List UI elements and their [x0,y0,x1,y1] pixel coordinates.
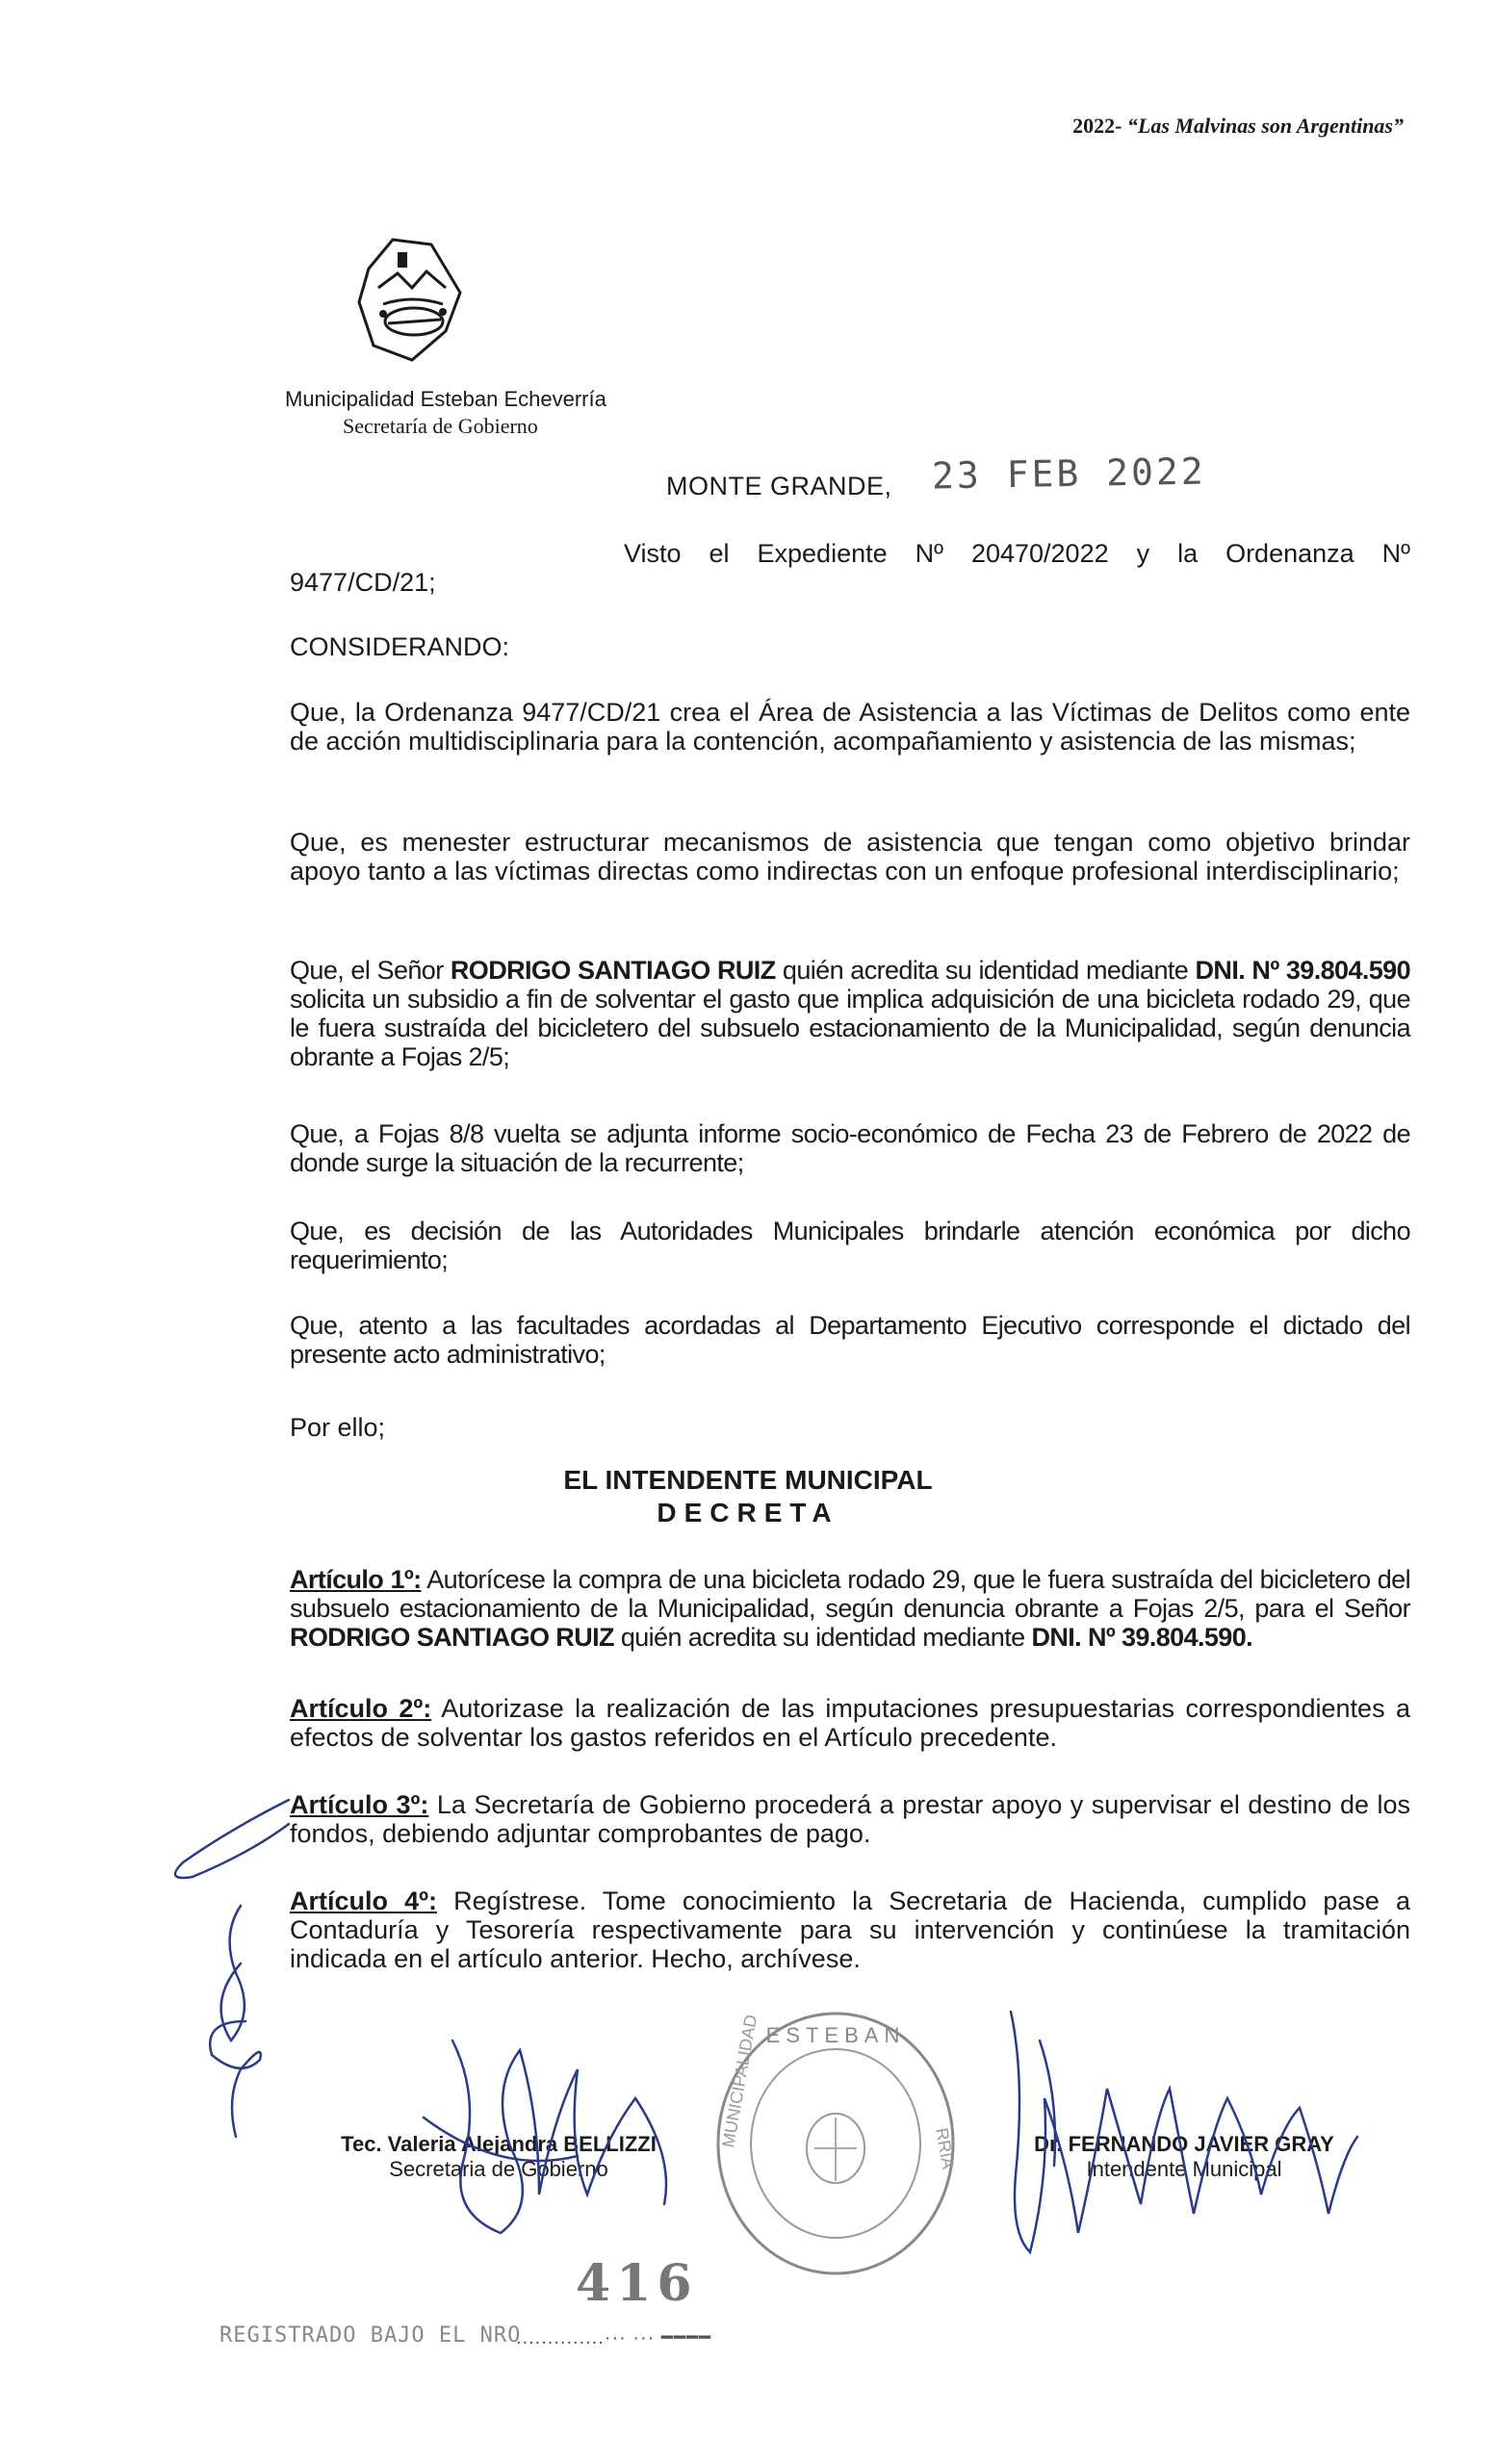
signature-block-right [1001,2132,1367,2182]
seal-text-right: RRIA [932,2126,959,2171]
p3-dni: DNI. Nº 39.804.590 [1195,956,1411,985]
municipality-name: Municipalidad Esteban Echeverría [285,387,606,411]
p3-name: RODRIGO SANTIAGO RUIZ [450,956,776,985]
municipal-seal-icon [709,2004,963,2283]
paragraph-2: Que, es menester estructurar mecanismos de asistencia que tengan como objetivo brindar apoyo tanto a las víctimas directas como indirectas con un enfoque profesional interdisciplinario; [290,828,1410,886]
paragraph-6: Que, atento a las facultades acordadas al Departamento Ejecutivo corresponde el dictado del presente acto administrativo; [290,1311,1410,1369]
article-1 [290,1565,1410,1652]
decree-subtitle: DECRETA [657,1498,839,1527]
motto-quote: “Las Malvinas son Argentinas” [1126,114,1404,138]
margin-scribble-3 [210,2021,261,2137]
article-1-dni: DNI. Nº 39.804.590. [1031,1623,1253,1652]
date-stamp: 23 FEB 2022 [931,449,1207,498]
article-4-label: Artículo 4º: [290,1886,437,1915]
paragraph-4: Que, a Fojas 8/8 vuelta se adjunta informe socio-económico de Fecha 23 de Febrero de 2022 de donde surge la situación de la recurrente; [290,1119,1410,1177]
article-3 [290,1790,1410,1848]
left-signer-name: Tec. Valeria Alejandra BELLIZZI [341,2132,657,2156]
place-label: MONTE GRANDE, [666,472,892,500]
secretariat-name: Secretaría de Gobierno [343,414,538,438]
header-motto [1072,114,1404,139]
seal-text-left: MUNICIPALIDAD [718,2013,761,2149]
article-1-name: RODRIGO SANTIAGO RUIZ [290,1623,614,1652]
registry-number-stamp: 416 [576,2254,698,2313]
article-2-label: Artículo 2º: [290,1694,432,1723]
registry-dots: ..............··· ··· ━━━━ [516,2327,712,2348]
article-4-text: Regístrese. Tome conocimiento la Secretaria de Hacienda, cumplido pase a Contaduría y Tesorería respectivamente para su intervención y continúese la tramitación indicada en el artículo anterior. Hecho, archívese. [290,1886,1410,1973]
considerando-heading: CONSIDERANDO: [290,632,510,661]
visto-line-2: 9477/CD/21; [290,568,436,597]
right-signer-name: Dr. FERNANDO JAVIER GRAY [1034,2132,1334,2156]
article-4 [290,1886,1410,1973]
article-3-text: La Secretaría de Gobierno procederá a prestar apoyo y supervisar el destino de los fondos, debiendo adjuntar comprobantes de pago. [290,1790,1410,1848]
signature-block-left [306,2132,691,2182]
article-1-text: Autorícese la compra de una bicicleta rodado 29, que le fuera sustraída del bicicletero del subsuelo estacionamiento de la Municipalidad, según denuncia obrante a Fojas 2/5, para el Señor [290,1565,1410,1623]
p3-text-b: quién acredita su identidad mediante [782,956,1189,985]
article-1-text-2: quién acredita su identidad mediante [620,1623,1025,1652]
article-2 [290,1694,1410,1752]
por-ello: Por ello; [290,1413,386,1442]
motto-year: 2022- [1072,114,1122,138]
paragraph-3 [290,956,1410,1071]
p3-text-c: solicita un subsidio a fin de solventar el gasto que implica adquisición de una bicicleta rodado 29, que le fuera sustraída del bicicletero del subsuelo estacionamiento de la Municipalidad, según denuncia obrante a Fojas 2/5; [290,985,1410,1071]
paragraph-5: Que, es decisión de las Autoridades Municipales brindarle atención económica por dicho requerimiento; [290,1217,1410,1274]
margin-scribble-2 [221,1906,245,2040]
p3-text-a: Que, el Señor [290,956,444,985]
left-signer-role: Secretaria de Gobierno [389,2157,608,2181]
paragraph-1: Que, la Ordenanza 9477/CD/21 crea el Área de Asistencia a las Víctimas de Delitos como ente de acción multidisciplinaria para la contención, acompañamiento y asistencia de las mismas; [290,698,1410,756]
municipal-coat-of-arms-icon [354,235,470,365]
right-signer-role: Intendente Municipal [1086,2157,1282,2181]
registry-label: REGISTRADO BAJO EL NRO [219,2323,522,2348]
margin-scribble [175,1800,289,1878]
article-3-label: Artículo 3º: [290,1790,429,1819]
seal-text-top: ESTEBAN [765,2023,906,2047]
visto-line [624,539,1410,568]
article-2-text: Autorizase la realización de las imputaciones presupuestarias correspondientes a efectos de solventar los gastos referidos en el Artículo precedente. [290,1694,1410,1752]
article-1-label: Artículo 1º: [290,1565,422,1594]
decree-title: EL INTENDENTE MUNICIPAL [563,1465,933,1495]
visto-text: Visto el Expediente Nº 20470/2022 y la Ordenanza Nº [624,539,1410,568]
